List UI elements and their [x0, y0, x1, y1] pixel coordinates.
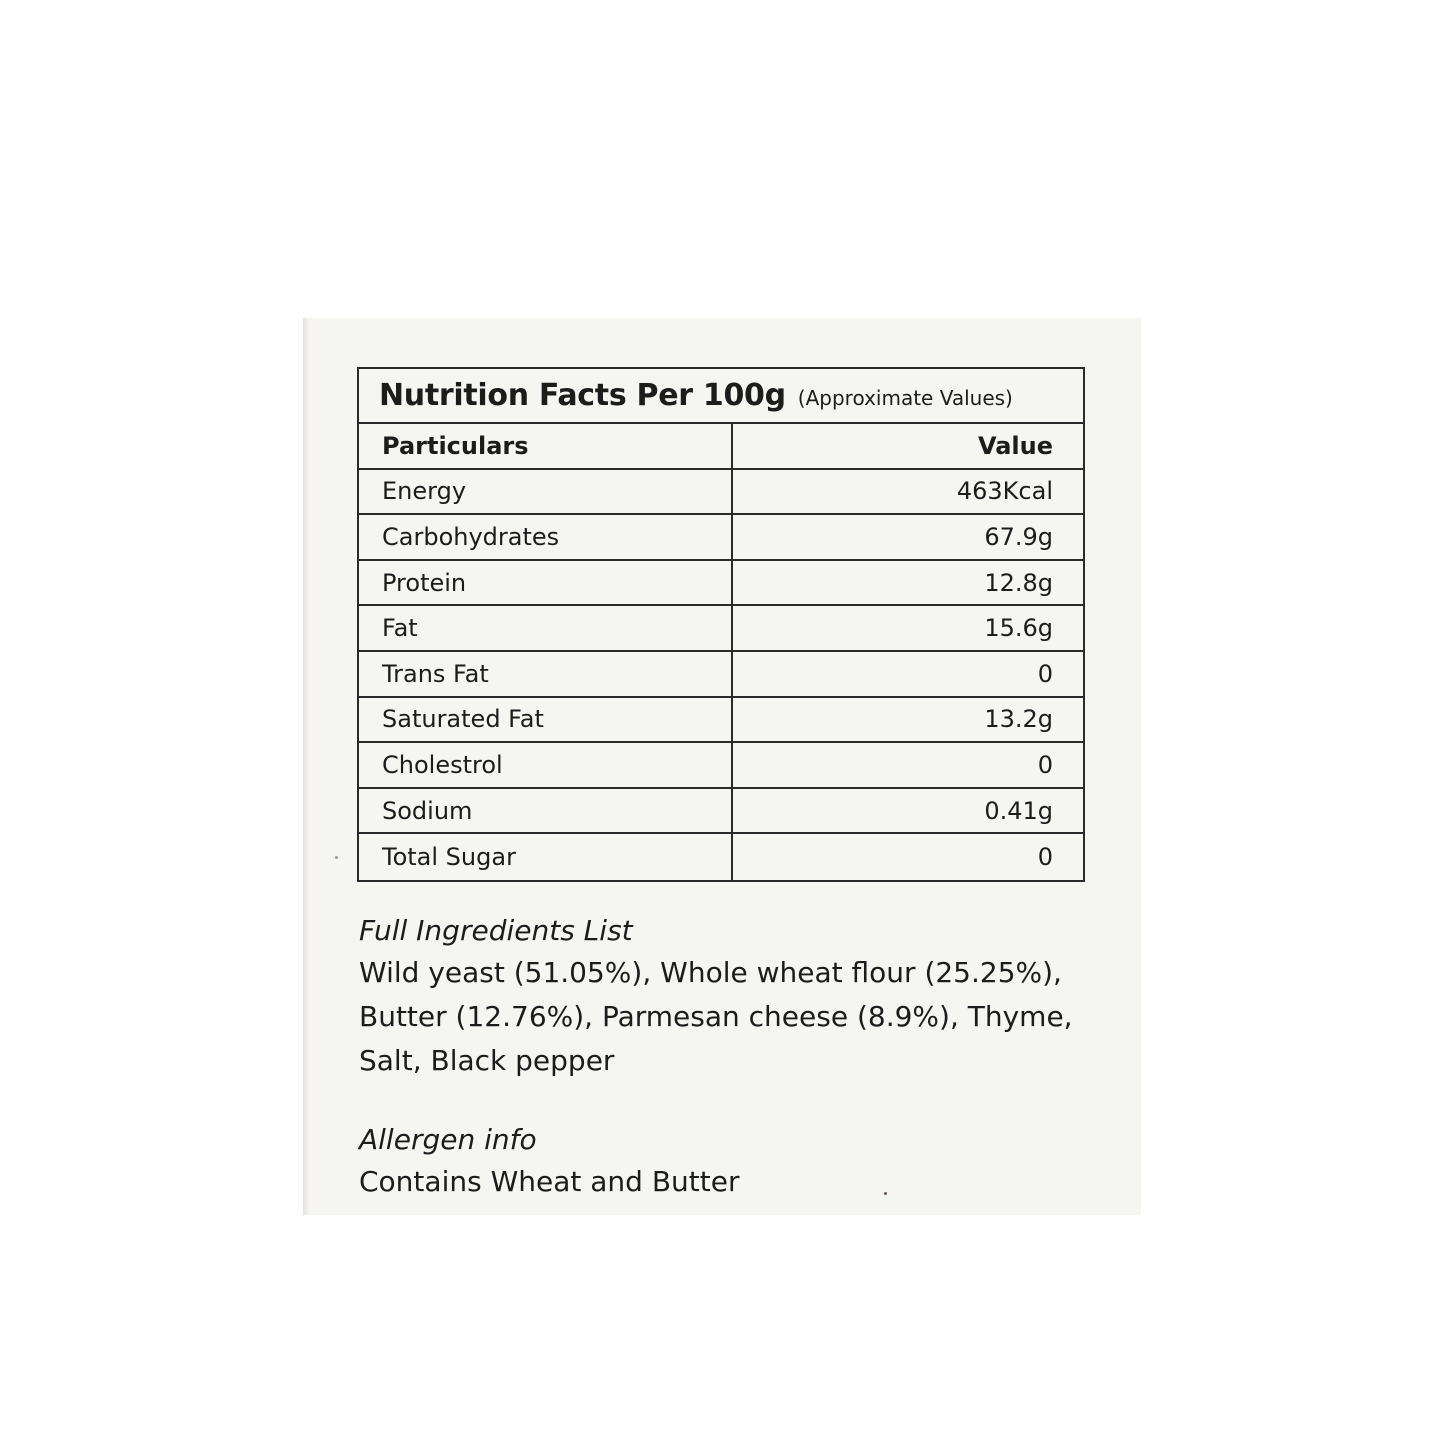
nutrient-name: Total Sugar [359, 834, 733, 880]
table-row [359, 789, 1083, 835]
allergen-heading: Allergen info [359, 1123, 537, 1156]
nutrient-value: 0.41g [984, 796, 1053, 825]
print-speck [884, 1192, 887, 1195]
ingredients-text: Wild yeast (51.05%), Whole wheat flour (25.25%), Butter (12.76%), Parmesan cheese (8.9%), Thyme, Salt, Black pepper [359, 956, 1073, 1077]
print-speck [335, 856, 338, 859]
table-subtitle: (Approximate Values) [797, 385, 1013, 410]
ingredients-heading: Full Ingredients List [359, 914, 633, 947]
table-row [359, 834, 1083, 880]
nutrient-value: 0 [1037, 659, 1053, 688]
table-row [359, 652, 1083, 698]
nutrient-value: 463Kcal [956, 477, 1053, 506]
table-row [359, 515, 1083, 561]
nutrient-name: Sodium [359, 789, 733, 833]
table-row [359, 743, 1083, 789]
table-row [359, 606, 1083, 652]
nutrient-name: Saturated Fat [359, 698, 733, 742]
table-row [359, 698, 1083, 744]
nutrient-name: Fat [359, 606, 733, 650]
nutrient-value: 67.9g [984, 522, 1053, 551]
allergen-section [359, 1120, 1119, 1204]
nutrient-value: 12.8g [984, 568, 1053, 597]
nutrient-name: Cholestrol [359, 743, 733, 787]
nutrient-name: Energy [359, 470, 733, 514]
table-header-row [359, 424, 1083, 470]
table-row [359, 470, 1083, 516]
table-title-row [359, 369, 1083, 424]
nutrient-value: 15.6g [984, 614, 1053, 643]
nutrition-facts-table [357, 367, 1085, 882]
nutrient-value: 0 [1037, 843, 1053, 872]
allergen-text: Contains Wheat and Butter [359, 1165, 740, 1198]
ingredients-section [359, 911, 1119, 1083]
product-label-card [303, 318, 1141, 1215]
column-header-value: Value [977, 431, 1053, 460]
table-title: Nutrition Facts Per 100g [379, 378, 786, 413]
table-row [359, 561, 1083, 607]
nutrient-name: Protein [359, 561, 733, 605]
nutrient-value: 0 [1037, 750, 1053, 779]
column-header-particulars: Particulars [359, 424, 733, 468]
nutrient-name: Carbohydrates [359, 515, 733, 559]
nutrient-value: 13.2g [984, 705, 1053, 734]
nutrient-name: Trans Fat [359, 652, 733, 696]
